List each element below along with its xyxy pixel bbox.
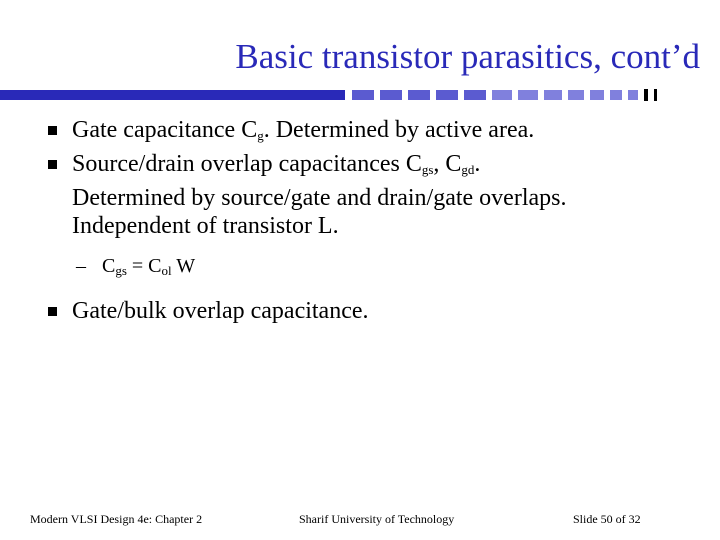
title-bar-segment (492, 90, 512, 100)
bullet-text: , C (433, 151, 462, 177)
bullet-text-line: Independent of transistor L. (72, 213, 339, 239)
title-underline-bar (0, 90, 660, 104)
bullet-source-drain-overlap (48, 150, 688, 240)
bullet-square-icon (48, 307, 57, 316)
bullet-text: . (474, 151, 481, 177)
title-bar-segment (568, 90, 584, 100)
title-bar-end-mark (644, 89, 648, 101)
bullet-text: Gate/bulk overlap capacitance. (72, 298, 369, 324)
title-bar-segment (628, 90, 638, 100)
subscript: gs (421, 162, 434, 177)
subscript: gd (461, 162, 475, 177)
title-bar-segment (590, 90, 604, 100)
bullet-gate-bulk-overlap (48, 297, 688, 325)
bullet-text: Gate capacitance C (72, 117, 258, 143)
bullet-text: . Determined by active area. (263, 117, 535, 143)
title-bar-segment (408, 90, 430, 100)
footer-right: Slide 50 of 32 (573, 512, 641, 526)
title-bar-end-mark (654, 89, 657, 101)
dash-marker: – (76, 255, 86, 277)
title-bar-segment (544, 90, 562, 100)
slide-title: Basic transistor parasitics, cont’d (235, 37, 700, 76)
subscript: g (257, 128, 264, 143)
subscript: gs (115, 263, 127, 278)
bullet-text-line: Determined by source/gate and drain/gate overlaps. (72, 185, 567, 211)
title-bar-segment (610, 90, 622, 100)
title-bar-segment (436, 90, 458, 100)
title-bar-segment (464, 90, 486, 100)
footer-center: Sharif University of Technology (299, 512, 455, 526)
formula-text: W (171, 255, 196, 277)
bullet-list (48, 116, 688, 325)
formula-text: C (102, 255, 116, 277)
bullet-text: Source/drain overlap capacitances C (72, 151, 422, 177)
formula-text: = C (126, 255, 162, 277)
bullet-square-icon (48, 126, 57, 135)
footer-left: Modern VLSI Design 4e: Chapter 2 (30, 512, 203, 526)
title-bar-segment (352, 90, 374, 100)
title-bar-main (0, 90, 345, 100)
subbullet-cgs-formula (48, 254, 688, 283)
bullet-square-icon (48, 160, 57, 169)
title-bar-segment (380, 90, 402, 100)
bullet-gate-capacitance (48, 116, 688, 150)
subscript: ol (161, 263, 172, 278)
title-bar-segment (518, 90, 538, 100)
